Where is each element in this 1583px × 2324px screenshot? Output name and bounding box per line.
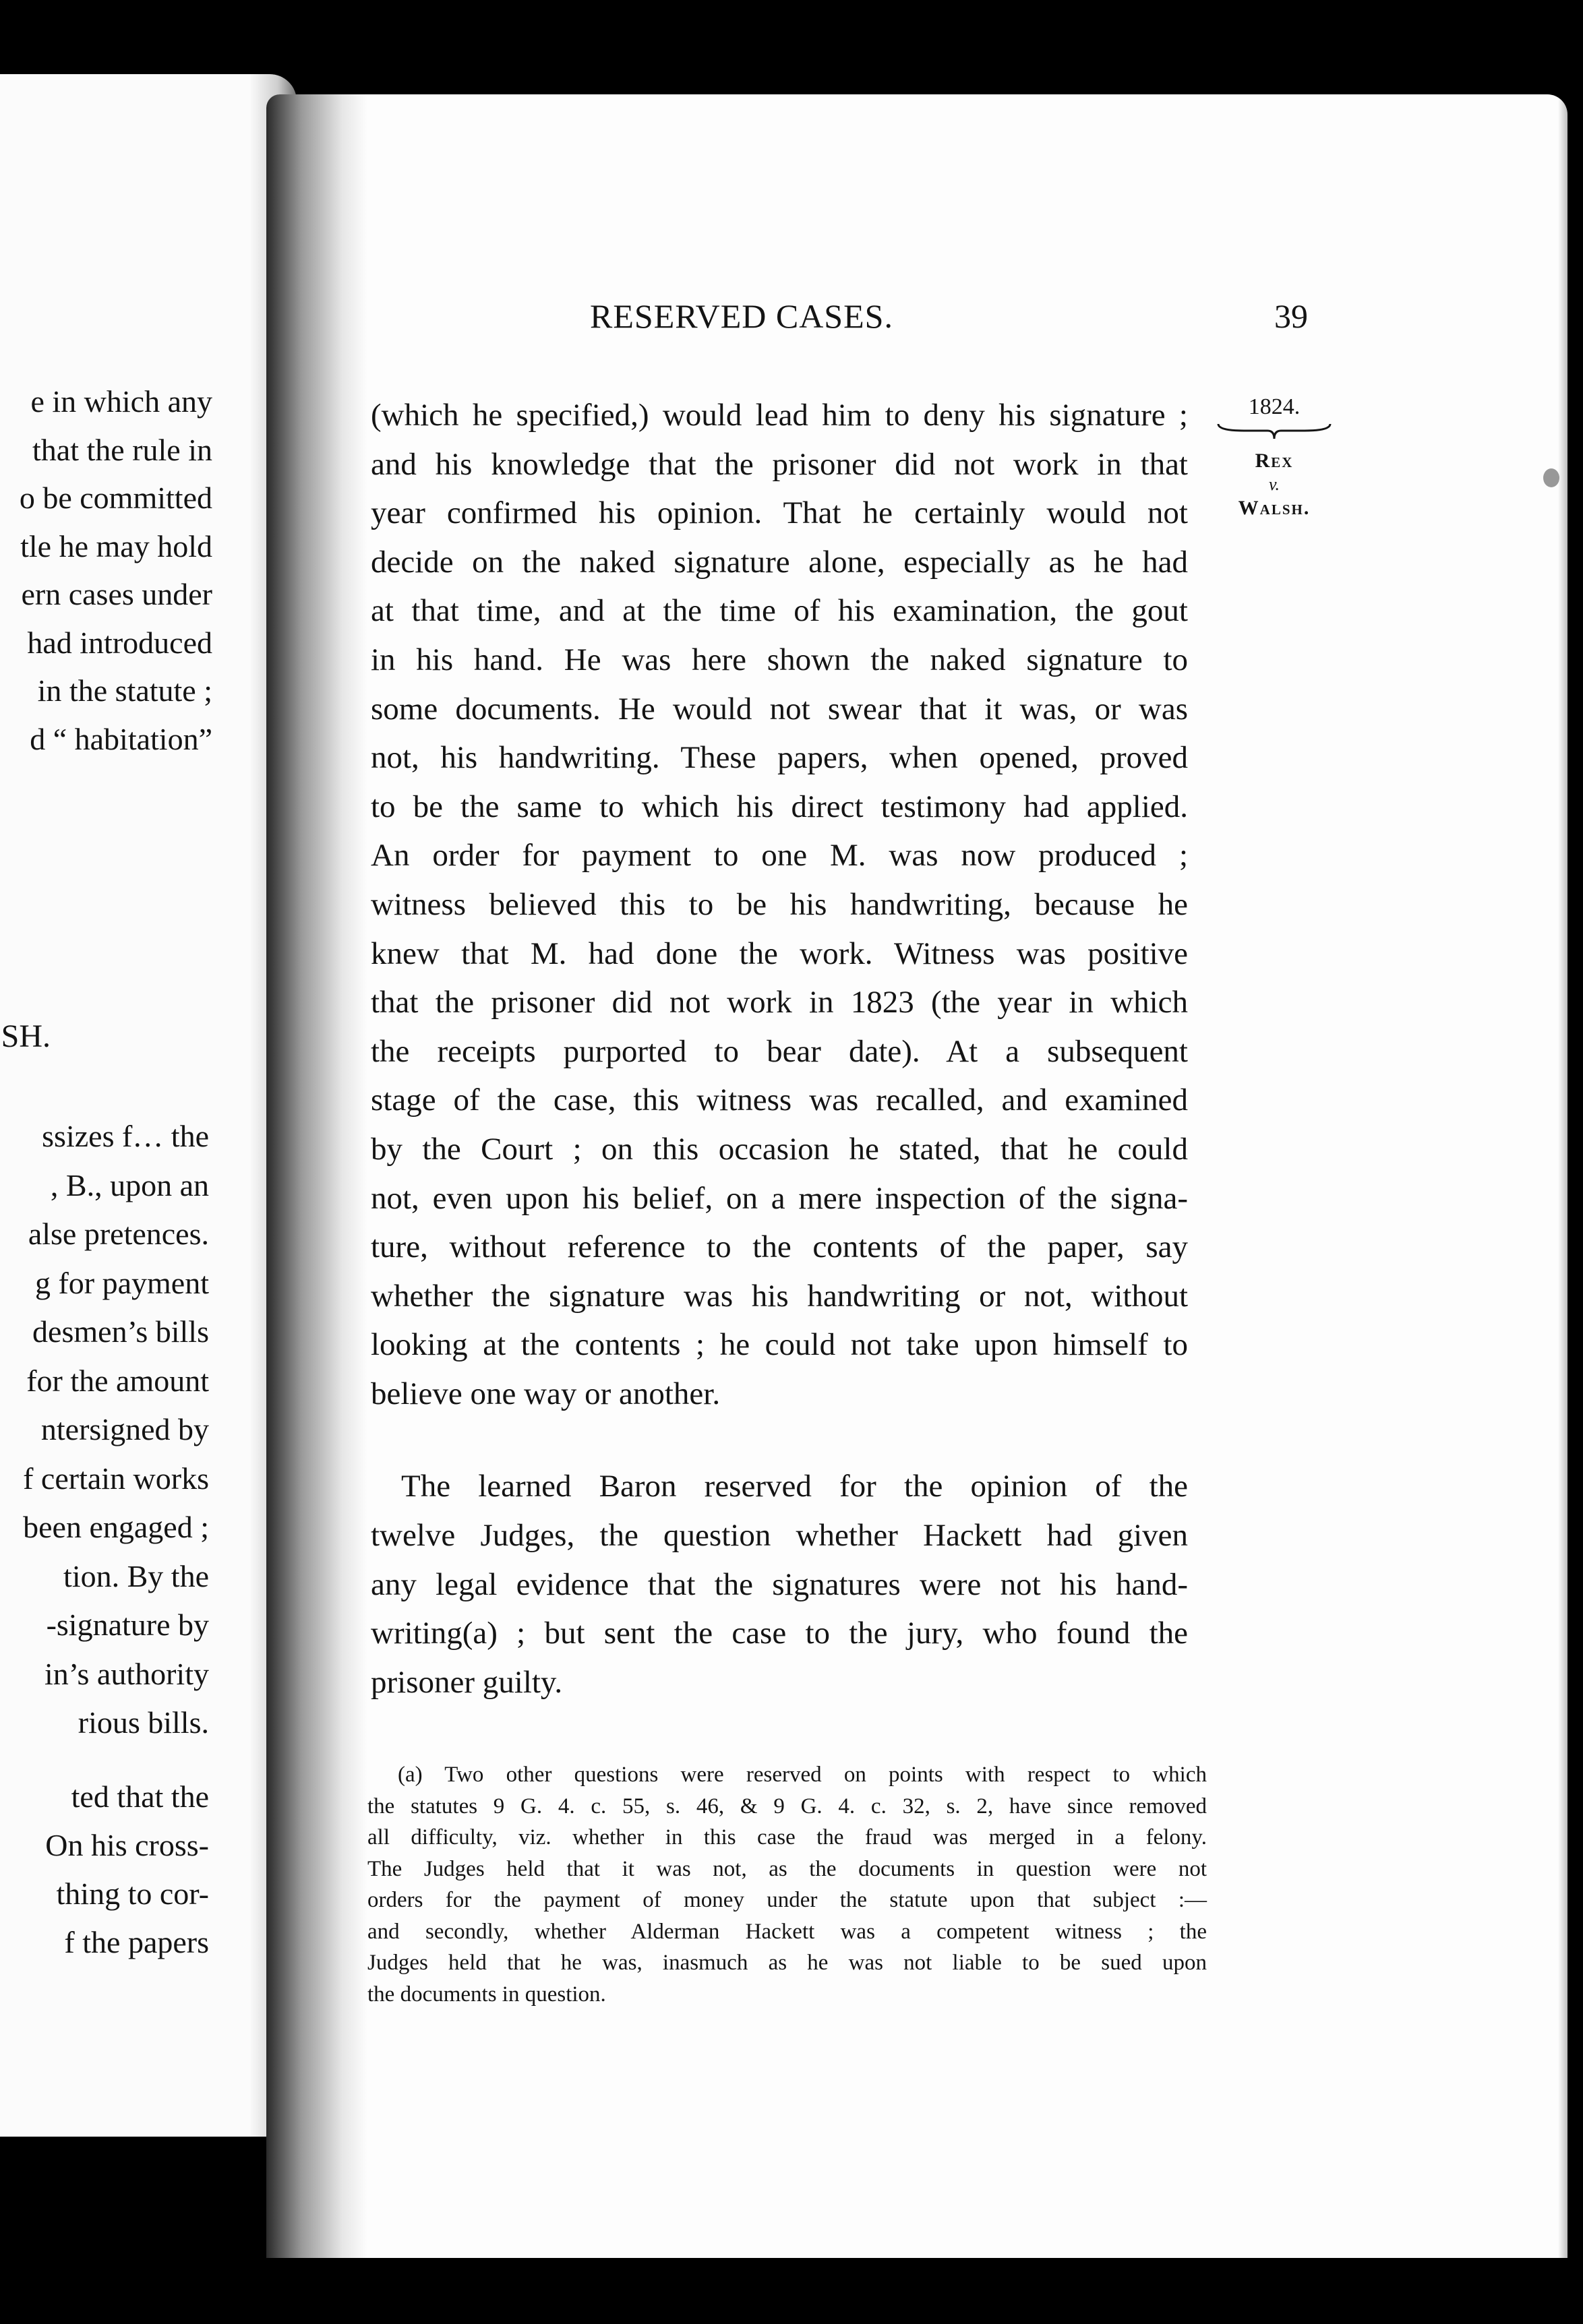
left-line: e in which any [30,384,212,419]
left-line: in the statute ; [37,673,212,708]
left-line: desmen’s bills [32,1314,209,1349]
footnote [367,1759,1207,2010]
left-page-heading: SH. [1,1018,51,1054]
text-line: year confirmed his opinion. That he certainly would not [371,495,1188,531]
left-line: thing to cor- [56,1876,209,1911]
margin-versus: v. [1268,475,1280,494]
left-line: d “ habitation” [30,721,212,756]
left-line: tle he may hold [20,528,212,563]
text-line: stage of the case, this witness was recalled, and examined [371,1082,1188,1118]
brace-icon [1217,423,1332,440]
running-head: RESERVED CASES. [590,297,893,335]
text-line: The learned Baron reserved for the opinion of the [401,1469,1188,1504]
text-line: whether the signature was his handwriting or not, without [371,1278,1188,1314]
text-line: the receipts purported to bear date). At a subsequent [371,1033,1188,1069]
footnote-line: Judges held that he was, inasmuch as he was not liable to be sued upon [367,1951,1207,1975]
paragraph-2 [371,1462,1188,1707]
text-line: knew that M. had done the work. Witness was positive [371,936,1188,971]
left-line: f certain works [23,1461,209,1496]
text-line: ture, without reference to the contents of the paper, say [371,1229,1188,1265]
text-line: (which he specified,) would lead him to deny his signature ; [371,398,1188,433]
left-line: o be committed [19,481,212,515]
text-line: prisoner guilty. [371,1664,563,1700]
left-line: tion. By the [63,1558,209,1593]
left-page [0,74,297,2137]
left-line: for the amount [26,1363,209,1398]
text-line: not, even upon his belief, on a mere inspection of the signa- [371,1180,1188,1216]
text-line: that the prisoner did not work in 1823 (the year in which [371,985,1188,1020]
margin-party1: Rex [1255,450,1294,472]
footnote-line: orders for the payment of money under the statute upon that subject :— [367,1888,1207,1912]
left-line: f the papers [64,1925,209,1959]
margin-year: 1824. [1248,394,1301,419]
left-page-text-top [20,377,212,763]
margin-party2: Walsh. [1238,497,1311,519]
text-line: at that time, and at the time of his examination, the gout [371,593,1188,629]
text-line: to be the same to which his direct testimony had applied. [371,789,1188,824]
footnote-line: and secondly, whether Alderman Hackett was a competent witness ; the [367,1919,1207,1944]
left-page-text-bottom [45,1773,209,1967]
text-line: An order for payment to one M. was now produced ; [371,838,1188,874]
text-line: writing(a) ; but sent the case to the jury, who found the [371,1616,1188,1651]
left-line: ted that the [71,1779,209,1814]
footnote-line: (a) Two other questions were reserved on points with respect to which [398,1763,1207,1787]
text-line: decide on the naked signature alone, especially as he had [371,544,1188,580]
left-line: ern cases under [21,577,212,611]
spine-shadow [266,94,367,2258]
footnote-line: all difficulty, viz. whether in this case the fraud was merged in a felony. [367,1825,1207,1849]
left-line: g for payment [34,1265,209,1300]
text-line: any legal evidence that the signatures were not his hand- [371,1566,1188,1602]
text-line: twelve Judges, the question whether Hackett had given [371,1518,1188,1554]
left-line: that the rule in [32,432,212,467]
text-line: not, his handwriting. These papers, when opened, proved [371,740,1188,776]
left-page-text-middle [23,1112,209,1748]
left-line: alse pretences. [28,1217,209,1251]
page-number: 39 [1274,297,1308,335]
footnote-line: the documents in question. [367,1982,606,2007]
left-line: been engaged ; [23,1510,209,1544]
text-line: some documents. He would not swear that it was, or was [371,691,1188,727]
footnote-line: the statutes 9 G. 4. c. 55, s. 46, & 9 G. 4. c. 32, s. 2, have since removed [367,1794,1207,1818]
ink-mark [1543,468,1559,487]
body-text [371,391,1188,1707]
text-line: by the Court ; on this occasion he stated, that he could [371,1131,1188,1167]
left-line: had introduced [27,625,212,660]
left-line: -signature by [46,1608,209,1642]
text-line: in his hand. He was here shown the naked signature to [371,642,1188,677]
left-line: ntersigned by [40,1412,209,1446]
left-line: rious bills. [78,1705,209,1740]
margin-note [1217,394,1332,522]
paragraph-1 [371,391,1188,1418]
text-line: looking at the contents ; he could not take upon himself to [371,1327,1188,1363]
text-line: witness believed this to be his handwriting, because he [371,886,1188,922]
page-edge [1558,94,1567,2258]
left-line: , B., upon an [50,1167,209,1202]
left-line: in’s authority [44,1656,209,1691]
text-line: believe one way or another. [371,1376,721,1411]
left-line: ssizes f… the [42,1119,209,1153]
text-line: and his knowledge that the prisoner did not work in that [371,446,1188,482]
right-page [266,94,1567,2258]
footnote-line: The Judges held that it was not, as the documents in question were not [367,1856,1207,1881]
left-line: On his cross- [45,1828,209,1862]
